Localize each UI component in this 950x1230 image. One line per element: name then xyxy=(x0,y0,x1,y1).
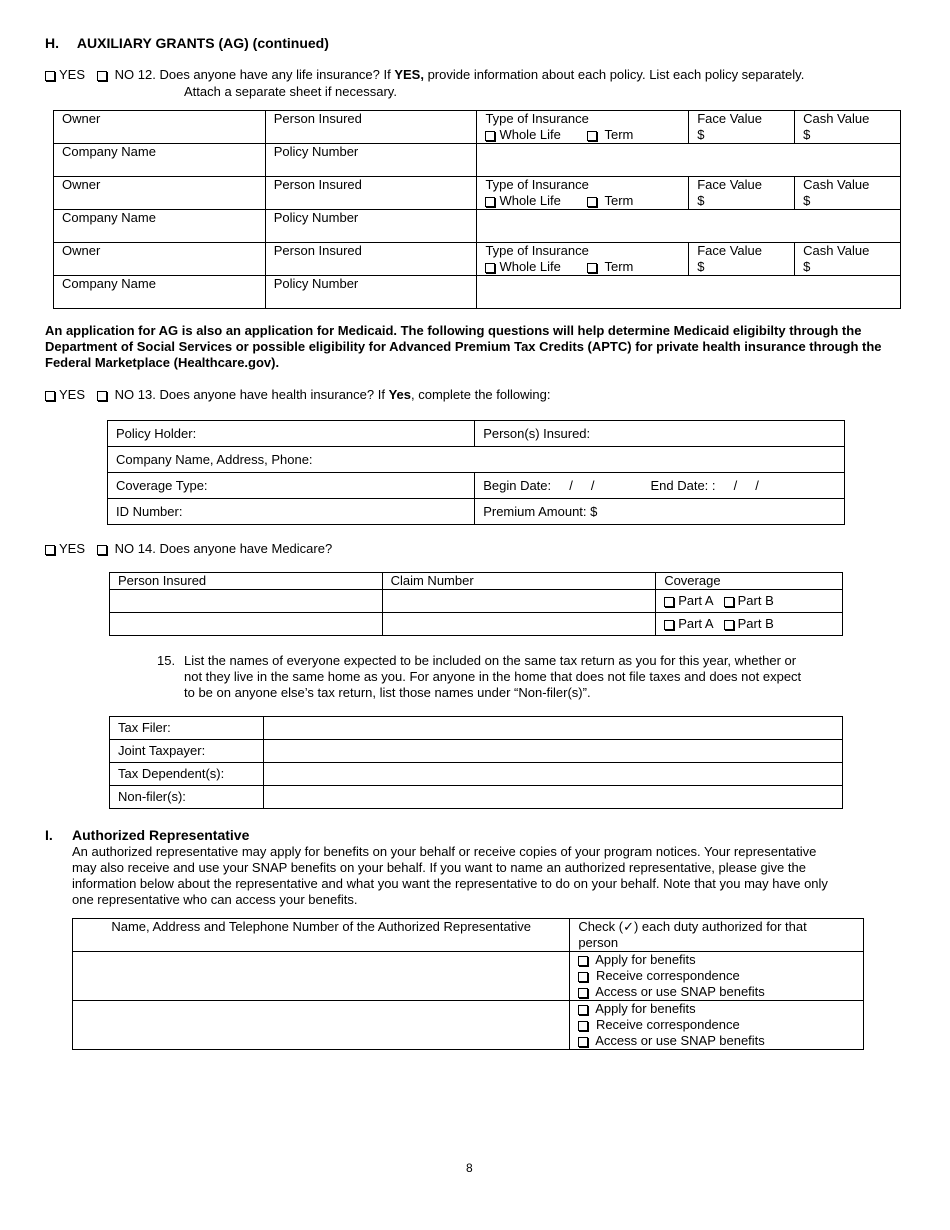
owner-label: Owner xyxy=(62,243,101,258)
part-b-checkbox[interactable] xyxy=(724,620,734,630)
whole-life-label: Whole Life xyxy=(499,259,561,274)
q14-yes-label: YES xyxy=(59,541,86,556)
section-i-title: Authorized Representative xyxy=(72,827,250,843)
non-filers-label: Non-filer(s): xyxy=(118,789,186,804)
medicaid-note: An application for AG is also an application for Medicaid. The following questions will help determine Medicaid eligibilty through the Department of Social Services or possible eligibility for Advanced Premium Tax Credits (APTC) for private health insurance through the Federal Marketplace (Healthcare.gov). xyxy=(45,323,882,370)
apply-benefits-label: Apply for benefits xyxy=(595,952,696,967)
face-value-cell[interactable] xyxy=(689,111,795,144)
dollar-sign: $ xyxy=(697,127,705,142)
dollar-sign: $ xyxy=(803,193,811,208)
type-label: Type of Insurance xyxy=(485,243,589,258)
owner-cell[interactable] xyxy=(54,243,266,276)
persons-insured-field[interactable] xyxy=(475,421,845,447)
rep-duties-cell xyxy=(570,952,864,1001)
medicare-claim-cell[interactable] xyxy=(382,590,656,613)
face-value-cell[interactable] xyxy=(689,177,795,210)
medicare-person-cell[interactable] xyxy=(110,590,383,613)
apply-benefits-checkbox[interactable] xyxy=(578,956,588,966)
whole-life-checkbox[interactable] xyxy=(485,263,495,273)
owner-label: Owner xyxy=(62,177,101,192)
q13-number: 13. xyxy=(137,387,156,402)
person-insured-header xyxy=(110,573,383,590)
q13-no-checkbox[interactable] xyxy=(97,391,107,401)
q12-yes-label: YES xyxy=(59,67,86,82)
owner-cell[interactable] xyxy=(54,177,266,210)
medicare-coverage-cell xyxy=(656,590,843,613)
section-i-para-l1: An authorized representative may apply for benefits on your behalf or receive copies of your program notices. Your representative xyxy=(72,844,817,859)
type-of-insurance-cell xyxy=(477,111,689,144)
section-i-para-l2: may also receive and use your SNAP benefits on your behalf. If you want to name an authorized representative, please give the xyxy=(72,860,806,875)
q14-number: 14. xyxy=(137,541,156,556)
q12-line2: Attach a separate sheet if necessary. xyxy=(184,84,397,99)
part-b-label: Part B xyxy=(737,616,774,631)
policy-number-label: Policy Number xyxy=(273,276,359,291)
face-value-label: Face Value xyxy=(697,111,762,126)
term-checkbox[interactable] xyxy=(587,131,597,141)
whole-life-checkbox[interactable] xyxy=(485,131,495,141)
person-insured-cell[interactable] xyxy=(265,177,477,210)
joint-taxpayer-input[interactable] xyxy=(263,740,842,763)
q12-text-bold: YES, xyxy=(394,67,424,82)
tax-dependents-label: Tax Dependent(s): xyxy=(118,766,225,781)
section-i-para-l4: one representative who can access your benefits. xyxy=(72,892,358,907)
cash-value-cell[interactable] xyxy=(795,177,901,210)
id-number-field[interactable] xyxy=(108,499,475,525)
q13-yes-checkbox[interactable] xyxy=(45,391,55,401)
medicare-claim-cell[interactable] xyxy=(382,613,656,636)
rep-duties-header-l2: person xyxy=(578,935,619,950)
q14-line xyxy=(45,541,332,557)
medicare-coverage-cell xyxy=(656,613,843,636)
type-of-insurance-cell xyxy=(477,177,689,210)
person-insured-cell[interactable] xyxy=(265,111,477,144)
snap-benefits-label: Access or use SNAP benefits xyxy=(595,1033,765,1048)
tax-filer-input[interactable] xyxy=(263,717,842,740)
rep-duties-header-l1: Check (✓) each duty authorized for that xyxy=(578,919,807,934)
owner-cell[interactable] xyxy=(54,111,266,144)
type-of-insurance-cell xyxy=(477,243,689,276)
joint-taxpayer-label: Joint Taxpayer: xyxy=(118,743,206,758)
receive-correspondence-label: Receive correspondence xyxy=(595,968,740,983)
non-filers-label-cell xyxy=(110,786,264,809)
q14-no-checkbox[interactable] xyxy=(97,545,107,555)
coverage-type-field[interactable] xyxy=(108,473,475,499)
q12-text-a: Does anyone have any life insurance? If xyxy=(159,67,395,82)
q15-line1: List the names of everyone expected to be included on the same tax return as you for this year, whether or xyxy=(184,653,797,668)
face-value-label: Face Value xyxy=(697,243,762,258)
rep-name-header xyxy=(73,919,570,952)
coverage-header xyxy=(656,573,843,590)
authorized-rep-table xyxy=(72,918,864,1050)
q15-line3: to be on anyone else’s tax return, list those names under “Non-filer(s)”. xyxy=(184,685,591,700)
q12-number: 12. xyxy=(137,67,156,82)
company-name-label: Company Name xyxy=(62,144,156,159)
dollar-sign: $ xyxy=(697,259,705,274)
non-filers-input[interactable] xyxy=(263,786,842,809)
policy-number-label: Policy Number xyxy=(273,210,359,225)
dollar-sign: $ xyxy=(803,127,811,142)
receive-correspondence-label: Receive correspondence xyxy=(595,1017,740,1032)
apply-benefits-checkbox[interactable] xyxy=(578,1005,588,1015)
person-insured-label: Person Insured xyxy=(118,573,207,588)
receive-correspondence-checkbox[interactable] xyxy=(578,1021,588,1031)
blank-cell[interactable] xyxy=(477,276,901,309)
tax-dependents-input[interactable] xyxy=(263,763,842,786)
company-info-field[interactable] xyxy=(108,447,845,473)
policy-number-label: Policy Number xyxy=(273,144,359,159)
blank-cell[interactable] xyxy=(477,210,901,243)
tax-dependents-label-cell xyxy=(110,763,264,786)
owner-label: Owner xyxy=(62,111,101,126)
q12-yes-checkbox[interactable] xyxy=(45,71,55,81)
part-b-checkbox[interactable] xyxy=(724,597,734,607)
person-insured-label: Person Insured xyxy=(273,243,362,258)
section-i-letter: I. xyxy=(45,827,53,843)
q13-text-b: , complete the following: xyxy=(411,387,551,402)
medicare-table xyxy=(109,572,843,636)
policy-holder-field[interactable] xyxy=(108,421,475,447)
part-a-checkbox[interactable] xyxy=(664,597,674,607)
term-checkbox[interactable] xyxy=(587,197,597,207)
joint-taxpayer-label-cell xyxy=(110,740,264,763)
rep-name-input[interactable] xyxy=(73,952,570,1001)
term-label: Term xyxy=(604,193,634,208)
q12-line xyxy=(45,67,935,83)
part-a-checkbox[interactable] xyxy=(664,620,674,630)
snap-benefits-checkbox[interactable] xyxy=(578,1037,588,1047)
company-info-label: Company Name, Address, Phone: xyxy=(116,451,313,467)
policy-number-cell[interactable] xyxy=(265,210,477,243)
tax-filer-label: Tax Filer: xyxy=(118,720,171,735)
q15-line2: not they live in the same home as you. For anyone in the home that does not file taxes and does not expect xyxy=(184,669,802,684)
whole-life-label: Whole Life xyxy=(499,127,561,142)
rep-name-header-label: Name, Address and Telephone Number of the Authorized Representative xyxy=(111,919,531,934)
coverage-label: Coverage xyxy=(664,573,721,588)
dates-field[interactable] xyxy=(475,473,845,499)
rep-duties-header xyxy=(570,919,864,952)
section-h-letter: H. xyxy=(45,35,59,51)
section-h-header xyxy=(45,35,329,51)
part-a-label: Part A xyxy=(678,616,714,631)
rep-name-input[interactable] xyxy=(73,1001,570,1050)
dollar-sign: $ xyxy=(697,193,705,208)
premium-label: Premium Amount: $ xyxy=(483,503,598,519)
dollar-sign: $ xyxy=(803,259,811,274)
snap-benefits-checkbox[interactable] xyxy=(578,988,588,998)
company-name-cell[interactable] xyxy=(54,210,266,243)
cash-value-label: Cash Value xyxy=(803,177,870,192)
q14-no-label: NO xyxy=(114,541,135,556)
whole-life-checkbox[interactable] xyxy=(485,197,495,207)
term-label: Term xyxy=(604,127,634,142)
health-insurance-table xyxy=(107,420,845,525)
medicare-person-cell[interactable] xyxy=(110,613,383,636)
premium-field[interactable] xyxy=(475,499,845,525)
cash-value-cell[interactable] xyxy=(795,111,901,144)
face-value-cell[interactable] xyxy=(689,243,795,276)
policy-number-cell[interactable] xyxy=(265,144,477,177)
type-label: Type of Insurance xyxy=(485,111,589,126)
q13-yes-label: YES xyxy=(59,387,86,402)
policy-holder-label: Policy Holder: xyxy=(116,425,197,441)
q12-text-b: provide information about each policy. List each policy separately. xyxy=(423,67,805,82)
policy-number-cell[interactable] xyxy=(265,276,477,309)
receive-correspondence-checkbox[interactable] xyxy=(578,972,588,982)
person-insured-label: Person Insured xyxy=(273,177,362,192)
page-number: 8 xyxy=(466,1161,473,1175)
claim-number-header xyxy=(382,573,656,590)
rep-duties-cell xyxy=(570,1001,864,1050)
q13-line xyxy=(45,387,550,403)
section-i-para-l3: information below about the representative and what you want the representative to do on your behalf. Note that you may have only xyxy=(72,876,828,891)
q13-text-bold: Yes xyxy=(388,387,411,402)
term-checkbox[interactable] xyxy=(587,263,597,273)
apply-benefits-label: Apply for benefits xyxy=(595,1001,696,1016)
company-name-label: Company Name xyxy=(62,276,156,291)
section-h-title: AUXILIARY GRANTS (AG) (continued) xyxy=(76,35,329,51)
face-value-label: Face Value xyxy=(697,177,762,192)
type-label: Type of Insurance xyxy=(485,177,589,192)
tax-filer-label-cell xyxy=(110,717,264,740)
begin-date-label: Begin Date: / / xyxy=(483,477,595,493)
q13-no-label: NO xyxy=(114,387,135,402)
company-name-label: Company Name xyxy=(62,210,156,225)
q15-number: 15. xyxy=(157,653,176,668)
end-date-label: End Date: : / / xyxy=(650,477,759,493)
q12-no-checkbox[interactable] xyxy=(97,71,107,81)
person-insured-label: Person Insured xyxy=(273,111,362,126)
tax-table xyxy=(109,716,843,809)
q14-text: Does anyone have Medicare? xyxy=(159,541,333,556)
claim-number-label: Claim Number xyxy=(390,573,474,588)
cash-value-label: Cash Value xyxy=(803,243,870,258)
term-label: Term xyxy=(604,259,634,274)
part-a-label: Part A xyxy=(678,593,714,608)
persons-insured-label: Person(s) Insured: xyxy=(483,425,591,441)
q12-no-label: NO xyxy=(114,67,135,82)
whole-life-label: Whole Life xyxy=(499,193,561,208)
id-number-label: ID Number: xyxy=(116,503,183,519)
cash-value-cell[interactable] xyxy=(795,243,901,276)
q13-text-a: Does anyone have health insurance? If xyxy=(159,387,389,402)
snap-benefits-label: Access or use SNAP benefits xyxy=(595,984,765,999)
company-name-cell[interactable] xyxy=(54,144,266,177)
company-name-cell[interactable] xyxy=(54,276,266,309)
life-insurance-table xyxy=(53,110,901,309)
q14-yes-checkbox[interactable] xyxy=(45,545,55,555)
person-insured-cell[interactable] xyxy=(265,243,477,276)
cash-value-label: Cash Value xyxy=(803,111,870,126)
part-b-label: Part B xyxy=(737,593,774,608)
blank-cell[interactable] xyxy=(477,144,901,177)
coverage-type-label: Coverage Type: xyxy=(116,477,208,493)
